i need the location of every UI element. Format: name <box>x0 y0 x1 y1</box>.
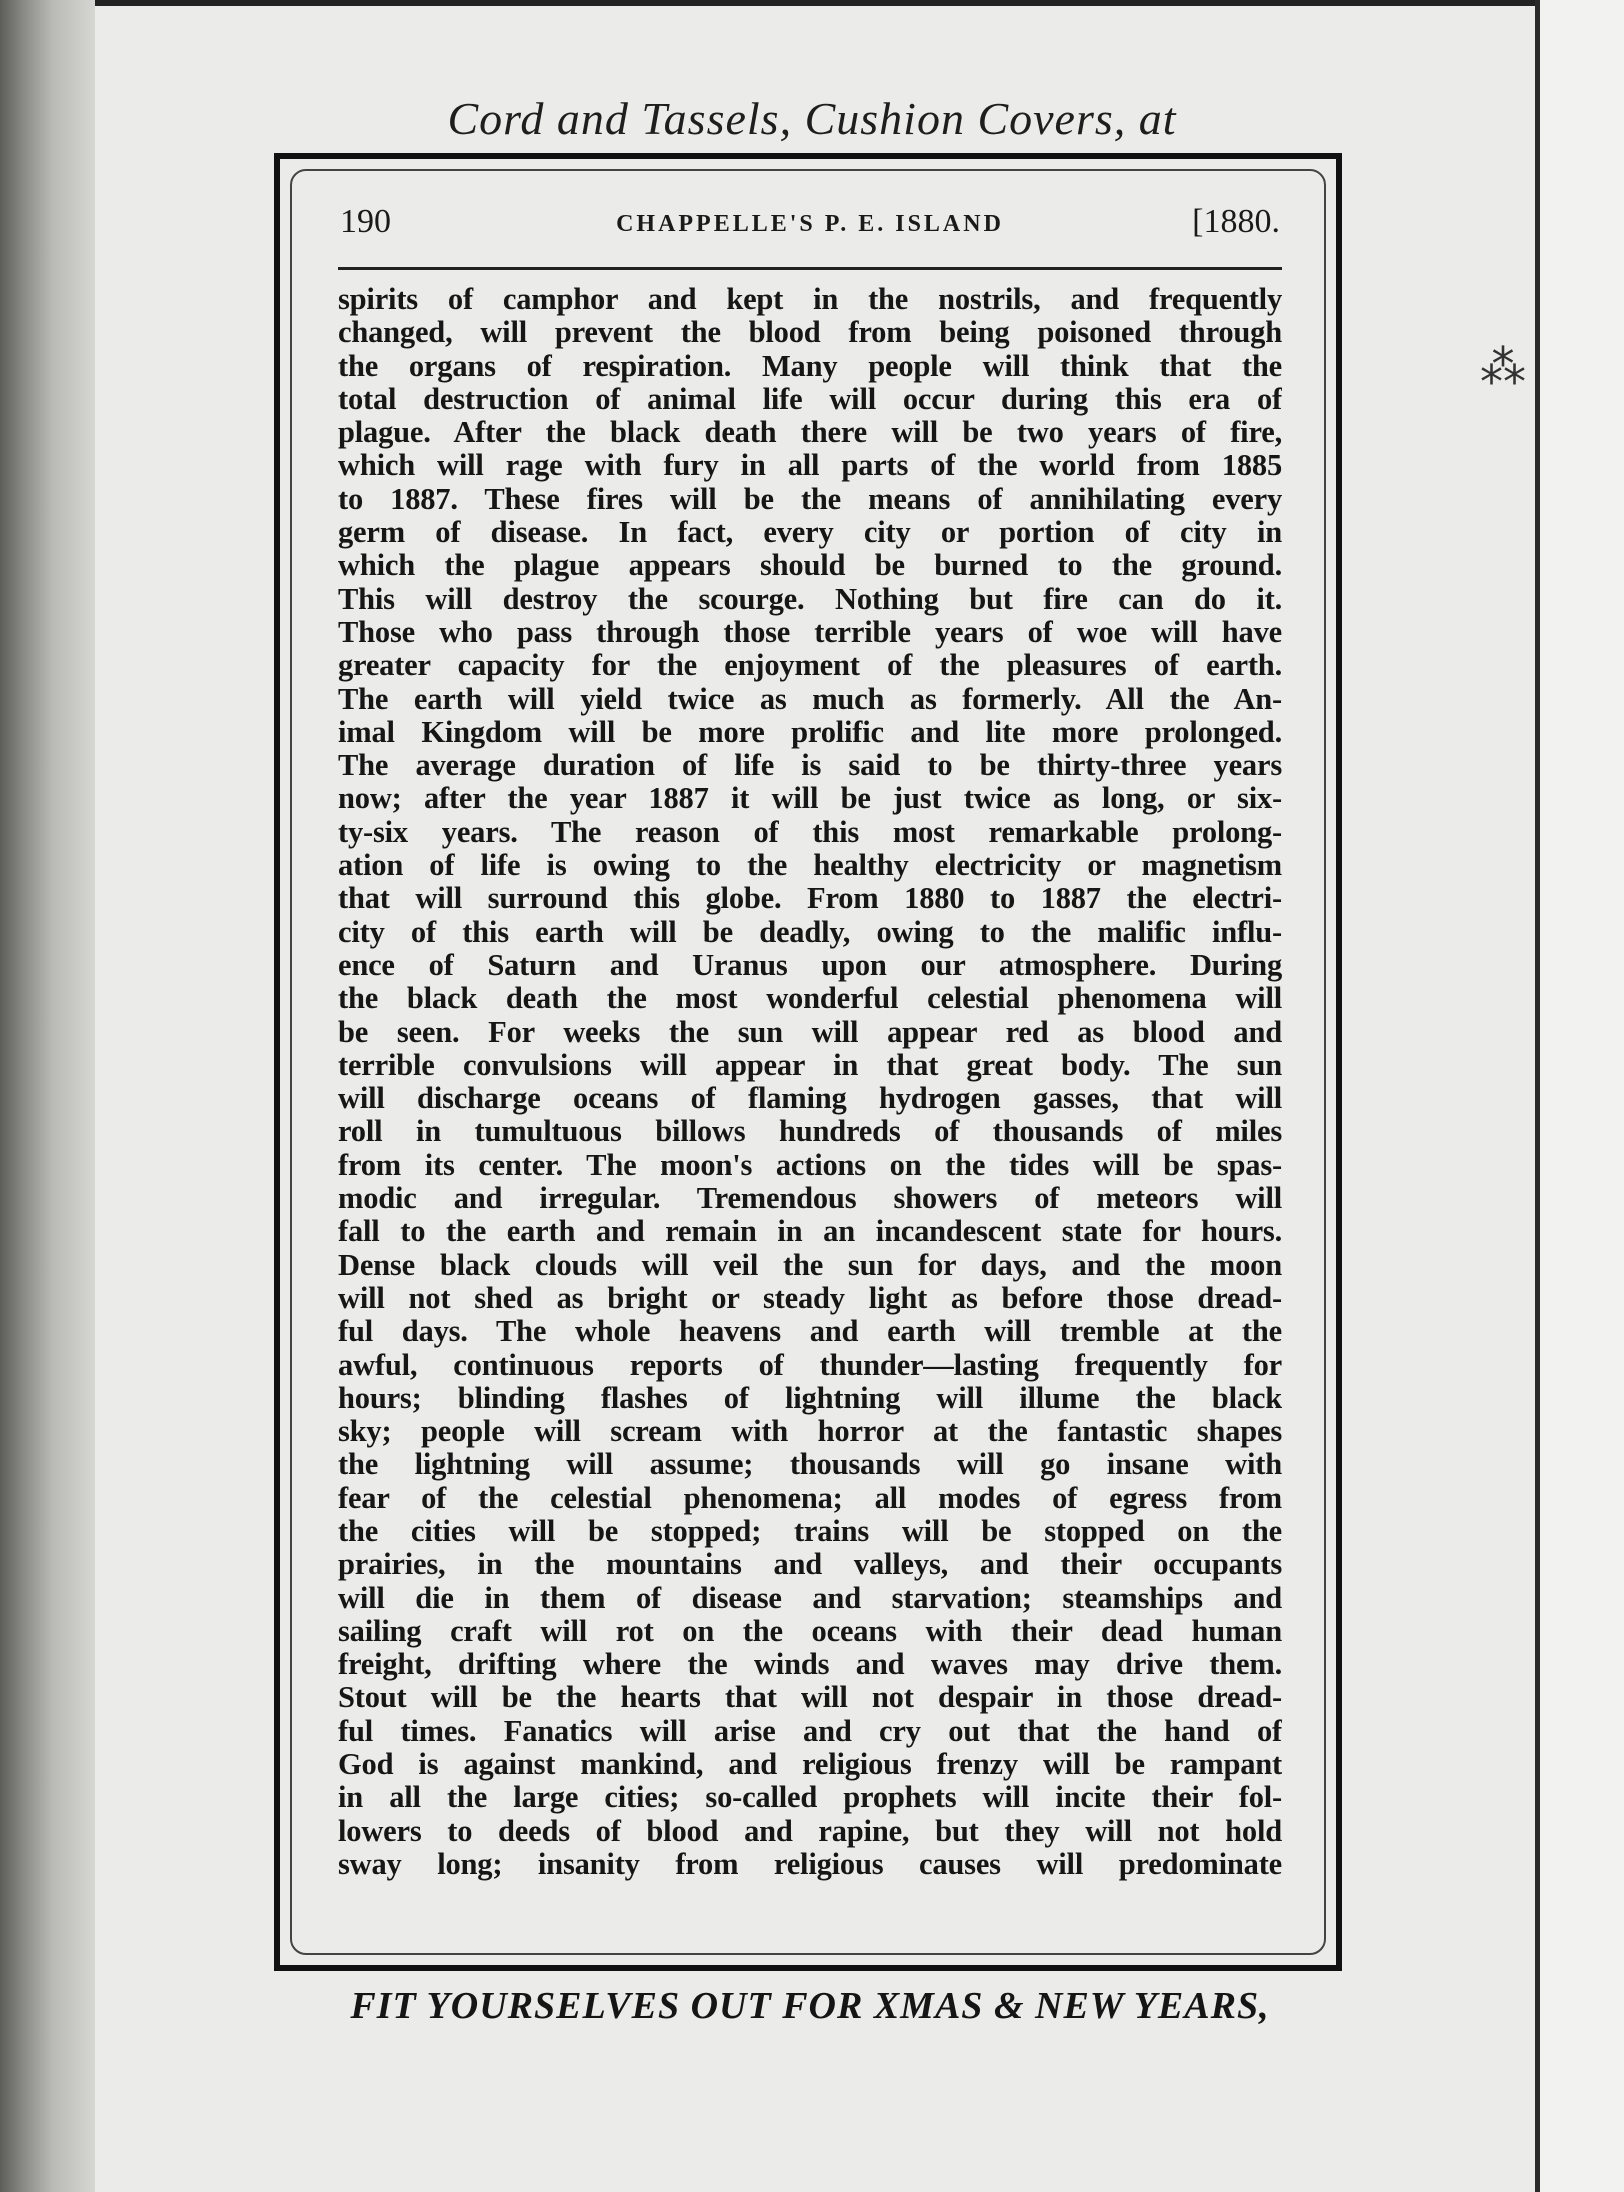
text-line: modic and irregular. Tremendous showers of meteors will <box>338 1182 1282 1216</box>
text-line: awful, continuous reports of thunder—lasting frequently for <box>338 1348 1282 1382</box>
running-title: CHAPPELLE'S P. E. ISLAND <box>616 211 1004 237</box>
text-line: from its center. The moon's actions on the tides will be spas- <box>338 1148 1282 1182</box>
text-line: God is against mankind, and religious frenzy will be rampant <box>338 1748 1282 1782</box>
text-line: The average duration of life is said to be thirty-three years <box>338 749 1282 783</box>
text-line: to 1887. These fires will be the means of annihilating every <box>338 482 1282 516</box>
text-line: prairies, in the mountains and valleys, and their occupants <box>338 1548 1282 1582</box>
text-line: spirits of camphor and kept in the nostrils, and frequently <box>338 283 1282 316</box>
text-line: lowers to deeds of blood and rapine, but they will not hold <box>338 1814 1282 1848</box>
text-line: This will destroy the scourge. Nothing but fire can do it. <box>338 582 1282 616</box>
text-line: sailing craft will rot on the oceans with their dead human <box>338 1614 1282 1648</box>
page-frame <box>274 153 1342 1971</box>
text-line: ful days. The whole heavens and earth will tremble at the <box>338 1315 1282 1349</box>
text-line: ful times. Fanatics will arise and cry out that the hand of <box>338 1714 1282 1748</box>
text-line: which the plague appears should be burned to the ground. <box>338 549 1282 583</box>
text-line: ation of life is owing to the healthy electricity or magnetism <box>338 849 1282 883</box>
text-line: the lightning will assume; thousands will go insane with <box>338 1448 1282 1482</box>
text-line: greater capacity for the enjoyment of the pleasures of earth. <box>338 649 1282 683</box>
text-line: total destruction of animal life will occur during this era of <box>338 382 1282 416</box>
text-line: now; after the year 1887 it will be just twice as long, or six- <box>338 782 1282 816</box>
text-line: the organs of respiration. Many people will think that the <box>338 349 1282 383</box>
text-line: the cities will be stopped; trains will be stopped on the <box>338 1514 1282 1548</box>
book-spine-shadow <box>0 0 95 2192</box>
page-number: 190 <box>340 203 391 240</box>
running-header <box>340 203 1280 253</box>
text-line: roll in tumultuous billows hundreds of thousands of miles <box>338 1115 1282 1149</box>
text-line: ty-six years. The reason of this most remarkable prolong- <box>338 815 1282 849</box>
text-line: terrible convulsions will appear in that great body. The sun <box>338 1048 1282 1082</box>
text-line: sky; people will scream with horror at the fantastic shapes <box>338 1415 1282 1449</box>
text-line: The earth will yield twice as much as formerly. All the An- <box>338 682 1282 716</box>
text-line: freight, drifting where the winds and waves may drive them. <box>338 1648 1282 1682</box>
text-line: will die in them of disease and starvation; steamships and <box>338 1581 1282 1615</box>
text-line: Stout will be the hearts that will not despair in those dread- <box>338 1681 1282 1715</box>
text-line: be seen. For weeks the sun will appear red as blood and <box>338 1015 1282 1049</box>
text-line: in all the large cities; so-called prophets will incite their fol- <box>338 1781 1282 1815</box>
body-text <box>338 283 1282 1881</box>
text-line: imal Kingdom will be more prolific and lite more prolonged. <box>338 715 1282 749</box>
text-line: fear of the celestial phenomena; all modes of egress from <box>338 1481 1282 1515</box>
text-line: which will rage with fury in all parts of the world from 1885 <box>338 449 1282 483</box>
text-line: sway long; insanity from religious causes will predominate <box>338 1847 1282 1881</box>
next-page-edge <box>1535 0 1624 2192</box>
text-line: ence of Saturn and Uranus upon our atmosphere. During <box>338 948 1282 982</box>
top-advertisement: Cord and Tassels, Cushion Covers, at <box>447 93 1177 144</box>
text-line: changed, will prevent the blood from being poisoned through <box>338 316 1282 350</box>
bottom-advertisement: FIT YOURSELVES OUT FOR XMAS & NEW YEARS, <box>350 1985 1270 2027</box>
text-line: city of this earth will be deadly, owing to the malific influ- <box>338 915 1282 949</box>
text-line: will not shed as bright or steady light as before those dread- <box>338 1281 1282 1315</box>
text-line: hours; blinding flashes of lightning will illume the black <box>338 1381 1282 1415</box>
text-line: Those who pass through those terrible years of woe will have <box>338 615 1282 649</box>
text-line: fall to the earth and remain in an incandescent state for hours. <box>338 1215 1282 1249</box>
text-line: germ of disease. In fact, every city or portion of city in <box>338 516 1282 550</box>
margin-mark-icon: ⁂ <box>1480 340 1526 394</box>
text-line: plague. After the black death there will be two years of fire, <box>338 416 1282 450</box>
header-year: [1880. <box>1192 203 1280 240</box>
text-line: Dense black clouds will veil the sun for days, and the moon <box>338 1248 1282 1282</box>
text-line: that will surround this globe. From 1880 to 1887 the electri- <box>338 882 1282 916</box>
text-line: the black death the most wonderful celestial phenomena will <box>338 982 1282 1016</box>
header-rule <box>338 267 1282 270</box>
top-edge-line <box>95 0 1535 6</box>
text-line: will discharge oceans of flaming hydrogen gasses, that will <box>338 1082 1282 1116</box>
